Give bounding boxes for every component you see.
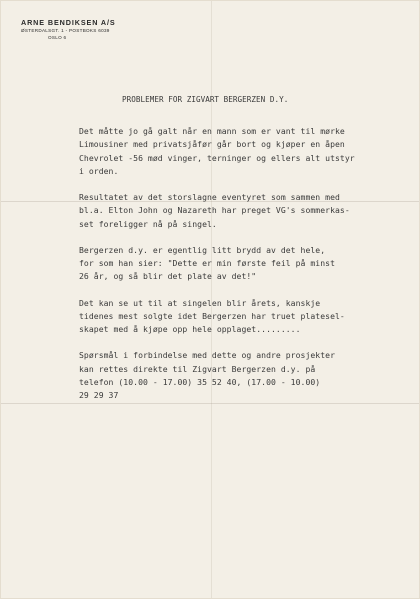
- text-line: Det kan se ut til at singelen blir årets, kanskje: [79, 297, 321, 308]
- paragraph: [79, 244, 409, 284]
- text-line: i orden.: [79, 165, 119, 176]
- letter-body: [79, 93, 409, 415]
- text-line: Bergerzen d.y. er egentlig litt brydd av det hele,: [79, 244, 326, 255]
- text-line: set foreligger nå på singel.: [79, 218, 217, 229]
- paragraph: [79, 191, 409, 231]
- paragraph: [79, 297, 409, 337]
- text-line: Spørsmål i forbindelse med dette og andre prosjekter: [79, 350, 335, 361]
- company-address: ØSTERDALSGT. 1 - POSTBOKS 6039: [21, 28, 110, 33]
- text-line: for som han sier: "Dette er min første feil på minst: [79, 258, 335, 269]
- text-line: skapet med å kjøpe opp hele opplaget.........: [79, 324, 301, 335]
- paragraph: [79, 125, 409, 178]
- text-line: Chevrolet -56 mød vinger, terninger og ellers alt utstyr: [79, 152, 355, 163]
- text-line: tidenes mest solgte idet Bergerzen har truet platesel-: [79, 310, 345, 321]
- text-line: Det måtte jo gå galt når en mann som er vant til mørke: [79, 126, 345, 137]
- paragraph: [79, 349, 409, 402]
- letter-title: PROBLEMER FOR ZIGVART BERGERZEN D.Y.: [122, 95, 289, 104]
- text-line: Resultatet av det storslagne eventyret som sammen med: [79, 192, 340, 203]
- text-line: 29 29 37: [79, 389, 119, 400]
- company-name: ARNE BENDIKSEN A/S: [21, 18, 116, 27]
- text-line: 26 år, og så blir det plate av det!": [79, 271, 257, 282]
- company-city: OSLO 6: [48, 35, 67, 40]
- text-line: bl.a. Elton John og Nazareth har preget VG's sommerkas-: [79, 205, 350, 216]
- text-line: kan rettes direkte til Zigvart Bergerzen d.y. på: [79, 363, 316, 374]
- text-line: Limousiner med privatsjåfør går bort og kjøper en åpen: [79, 139, 345, 150]
- text-line: telefon (10.00 - 17.00) 35 52 40, (17.00 - 10.00): [79, 376, 321, 387]
- letterhead: [21, 18, 116, 41]
